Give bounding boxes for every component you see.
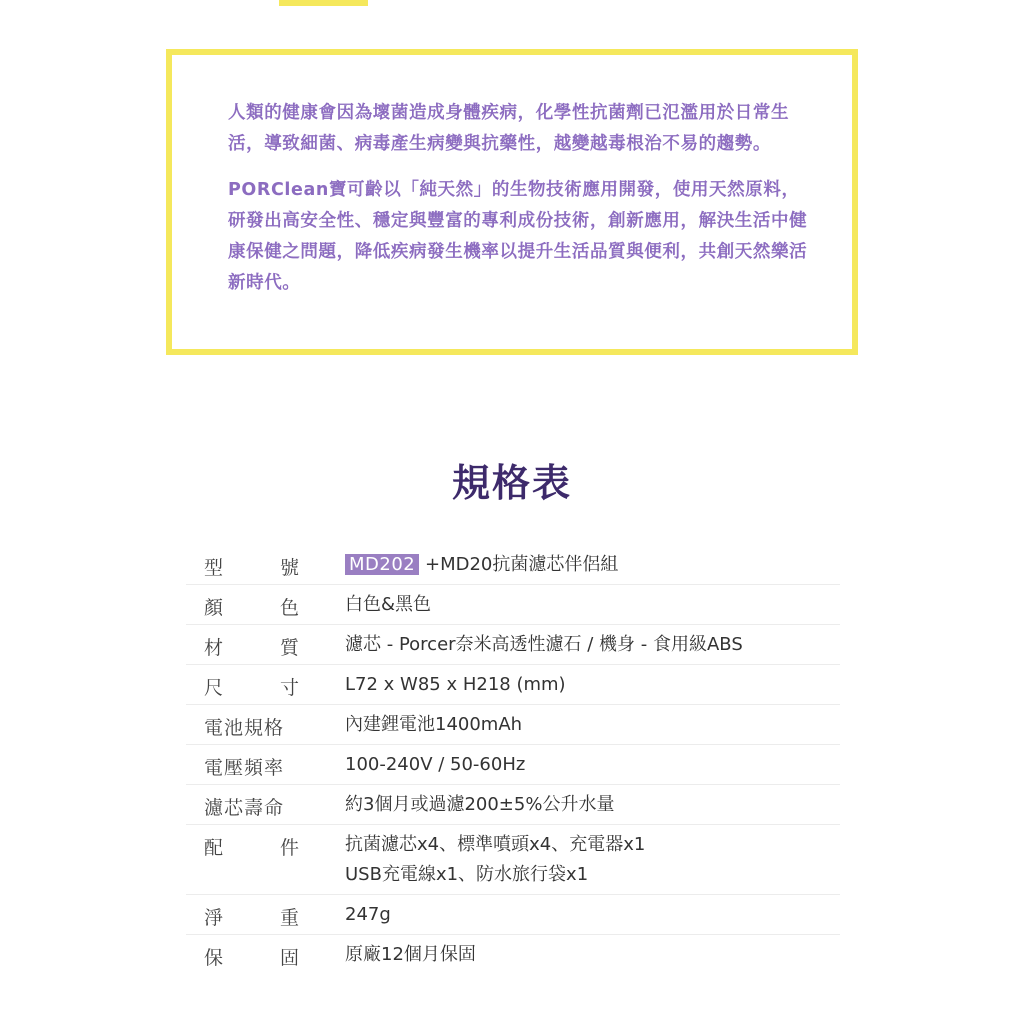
spec-label-material xyxy=(204,625,299,664)
label-char: 顏 xyxy=(204,597,224,619)
intro-box xyxy=(166,49,858,355)
spec-row-battery xyxy=(186,705,840,745)
label-char: 重 xyxy=(279,907,299,929)
spec-row-material xyxy=(186,625,840,665)
intro-text xyxy=(228,98,808,314)
label-char: 號 xyxy=(279,557,299,579)
label-char: 質 xyxy=(279,637,299,659)
spec-value-battery: 內建鋰電池1400mAh xyxy=(345,714,523,735)
label-char: 固 xyxy=(279,947,299,969)
spec-title: 規格表 xyxy=(451,461,572,505)
spec-row-size xyxy=(186,665,840,705)
spec-label-voltage: 電壓頻率 xyxy=(204,757,285,779)
spec-label-filter-life: 濾芯壽命 xyxy=(204,797,285,819)
intro-paragraph-2: PORClean寶可齡以「純天然」的生物技術應用開發，使用天然原料，研發出高安全性、穩定與豐富的專利成份技術，創新應用，解決生活中健康保健之問題，降低疾病發生機率以提升生活品質與便利，共創天然樂活新時代。 xyxy=(228,180,808,293)
spec-row-filter-life xyxy=(186,785,840,825)
spec-row-color xyxy=(186,585,840,625)
label-char: 色 xyxy=(279,597,299,619)
label-char: 寸 xyxy=(279,677,299,699)
intro-paragraph-1: 人類的健康會因為壞菌造成身體疾病，化學性抗菌劑已氾濫用於日常生活，導致細菌、病毒產生病變與抗藥性，越變越毒根治不易的趨勢。 xyxy=(228,103,790,154)
label-char: 保 xyxy=(204,947,224,969)
model-tag: MD202 xyxy=(345,554,419,575)
label-char: 件 xyxy=(279,837,299,859)
spec-value-voltage: 100-240V / 50-60Hz xyxy=(345,754,526,775)
spec-value-filter-life: 約3個月或過濾200±5%公升水量 xyxy=(345,794,615,815)
spec-label-accessories xyxy=(204,825,299,860)
label-char: 型 xyxy=(204,557,224,579)
spec-row-warranty xyxy=(186,935,840,975)
spec-table xyxy=(186,545,840,975)
label-char: 配 xyxy=(204,837,224,859)
model-suffix: +MD20抗菌濾芯伴侶組 xyxy=(424,554,619,575)
spec-label-weight xyxy=(204,895,299,934)
spec-value-material: 濾芯 - Porcer奈米高透性濾石 / 機身 - 食用級ABS xyxy=(345,634,743,655)
spec-row-model xyxy=(186,545,840,585)
accessories-line-1: 抗菌濾芯x4、標準噴頭x4、充電器x1 xyxy=(345,834,646,855)
spec-value-size: L72 x W85 x H218 (mm) xyxy=(345,674,566,695)
spec-label-battery: 電池規格 xyxy=(204,717,285,739)
spec-label-color xyxy=(204,585,299,624)
top-tab-decoration xyxy=(279,0,368,6)
spec-label-size xyxy=(204,665,299,704)
spec-label-model xyxy=(204,545,299,584)
spec-row-accessories xyxy=(186,825,840,895)
spec-value-warranty: 原廠12個月保固 xyxy=(345,944,476,965)
spec-row-voltage xyxy=(186,745,840,785)
spec-value-color: 白色&黑色 xyxy=(345,594,432,615)
spec-value-accessories xyxy=(345,825,645,894)
spec-label-warranty xyxy=(204,935,299,975)
accessories-line-2: USB充電線x1、防水旅行袋x1 xyxy=(345,864,589,885)
label-char: 材 xyxy=(204,637,224,659)
label-char: 淨 xyxy=(204,907,224,929)
spec-value-weight: 247g xyxy=(345,904,391,925)
label-char: 尺 xyxy=(204,677,224,699)
spec-value-model xyxy=(345,545,618,584)
spec-row-weight xyxy=(186,895,840,935)
